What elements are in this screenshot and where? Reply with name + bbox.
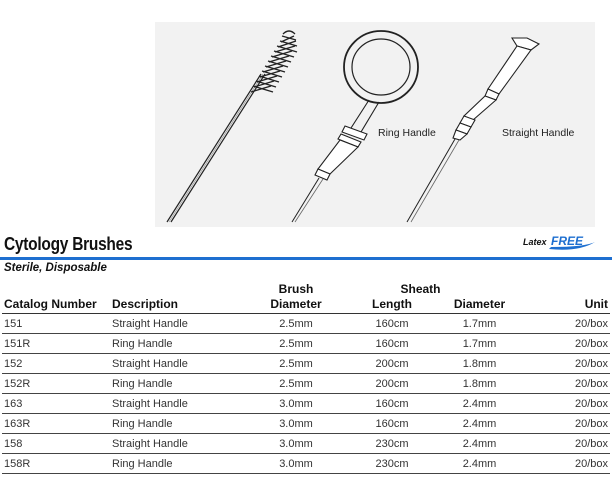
product-title: Cytology Brushes bbox=[4, 234, 133, 254]
description-header: Description bbox=[110, 297, 240, 314]
sheath-length-header: Length bbox=[352, 297, 432, 314]
brush-diameter-cell: 2.5mm bbox=[240, 374, 352, 394]
table-row bbox=[2, 354, 610, 374]
brush-diameter-cell: 3.0mm bbox=[240, 414, 352, 434]
unit-header: Unit bbox=[527, 297, 610, 314]
sheath-diameter-cell: 2.4mm bbox=[432, 454, 527, 474]
sheath-length-cell: 200cm bbox=[352, 354, 432, 374]
ring-handle-label: Ring Handle bbox=[378, 127, 436, 139]
description-cell: Ring Handle bbox=[110, 414, 240, 434]
product-illustration bbox=[155, 22, 595, 227]
group-header-row bbox=[2, 282, 610, 297]
catalog-number-cell: 163R bbox=[2, 414, 110, 434]
description-cell: Straight Handle bbox=[110, 314, 240, 334]
catalog-number-cell: 151 bbox=[2, 314, 110, 334]
description-cell: Ring Handle bbox=[110, 374, 240, 394]
unit-cell: 20/box bbox=[527, 374, 610, 394]
table-row bbox=[2, 434, 610, 454]
brush-diameter-cell: 2.5mm bbox=[240, 314, 352, 334]
catalog-number-cell: 158R bbox=[2, 454, 110, 474]
table-row bbox=[2, 414, 610, 434]
table-row bbox=[2, 394, 610, 414]
catalog-number-cell: 151R bbox=[2, 334, 110, 354]
unit-cell: 20/box bbox=[527, 454, 610, 474]
catalog-number-header: Catalog Number bbox=[2, 297, 110, 314]
brush-diameter-header: Diameter bbox=[240, 297, 352, 314]
sheath-group-header: Sheath bbox=[400, 282, 441, 296]
sheath-length-cell: 200cm bbox=[352, 374, 432, 394]
description-cell: Ring Handle bbox=[110, 334, 240, 354]
sheath-diameter-cell: 1.7mm bbox=[432, 314, 527, 334]
latex-free-badge bbox=[521, 232, 597, 252]
unit-cell: 20/box bbox=[527, 414, 610, 434]
table-row bbox=[2, 454, 610, 474]
sheath-length-cell: 160cm bbox=[352, 334, 432, 354]
brush-diameter-cell: 3.0mm bbox=[240, 394, 352, 414]
catalog-number-cell: 163 bbox=[2, 394, 110, 414]
sheath-length-cell: 160cm bbox=[352, 414, 432, 434]
brush-diameter-cell: 3.0mm bbox=[240, 454, 352, 474]
description-cell: Straight Handle bbox=[110, 354, 240, 374]
table-row bbox=[2, 334, 610, 354]
sheath-diameter-cell: 2.4mm bbox=[432, 394, 527, 414]
sheath-length-cell: 230cm bbox=[352, 434, 432, 454]
catalog-number-cell: 152 bbox=[2, 354, 110, 374]
unit-cell: 20/box bbox=[527, 314, 610, 334]
description-cell: Ring Handle bbox=[110, 454, 240, 474]
sheath-diameter-header: Diameter bbox=[432, 297, 527, 314]
sheath-diameter-cell: 1.7mm bbox=[432, 334, 527, 354]
sheath-length-cell: 230cm bbox=[352, 454, 432, 474]
latex-prefix: Latex bbox=[523, 237, 547, 247]
description-cell: Straight Handle bbox=[110, 434, 240, 454]
sheath-length-cell: 160cm bbox=[352, 394, 432, 414]
straight-handle-label: Straight Handle bbox=[502, 127, 575, 139]
title-divider bbox=[0, 257, 612, 260]
brush-diameter-cell: 3.0mm bbox=[240, 434, 352, 454]
catalog-number-cell: 158 bbox=[2, 434, 110, 454]
description-cell: Straight Handle bbox=[110, 394, 240, 414]
brush-group-header: Brush bbox=[278, 282, 314, 296]
brush-diameter-cell: 2.5mm bbox=[240, 354, 352, 374]
brush-diameter-cell: 2.5mm bbox=[240, 334, 352, 354]
catalog-number-cell: 152R bbox=[2, 374, 110, 394]
table-row bbox=[2, 374, 610, 394]
sheath-diameter-cell: 1.8mm bbox=[432, 354, 527, 374]
sheath-diameter-cell: 2.4mm bbox=[432, 414, 527, 434]
unit-cell: 20/box bbox=[527, 354, 610, 374]
brushes-drawing bbox=[155, 22, 595, 227]
sheath-length-cell: 160cm bbox=[352, 314, 432, 334]
table-row bbox=[2, 314, 610, 334]
unit-cell: 20/box bbox=[527, 394, 610, 414]
column-header-row bbox=[2, 297, 610, 314]
specification-table bbox=[2, 282, 610, 474]
sheath-diameter-cell: 2.4mm bbox=[432, 434, 527, 454]
sheath-diameter-cell: 1.8mm bbox=[432, 374, 527, 394]
brush-tip-drawing bbox=[167, 31, 297, 222]
unit-cell: 20/box bbox=[527, 334, 610, 354]
unit-cell: 20/box bbox=[527, 434, 610, 454]
product-subtitle: Sterile, Disposable bbox=[4, 262, 107, 274]
latex-free-word: FREE bbox=[551, 234, 584, 248]
